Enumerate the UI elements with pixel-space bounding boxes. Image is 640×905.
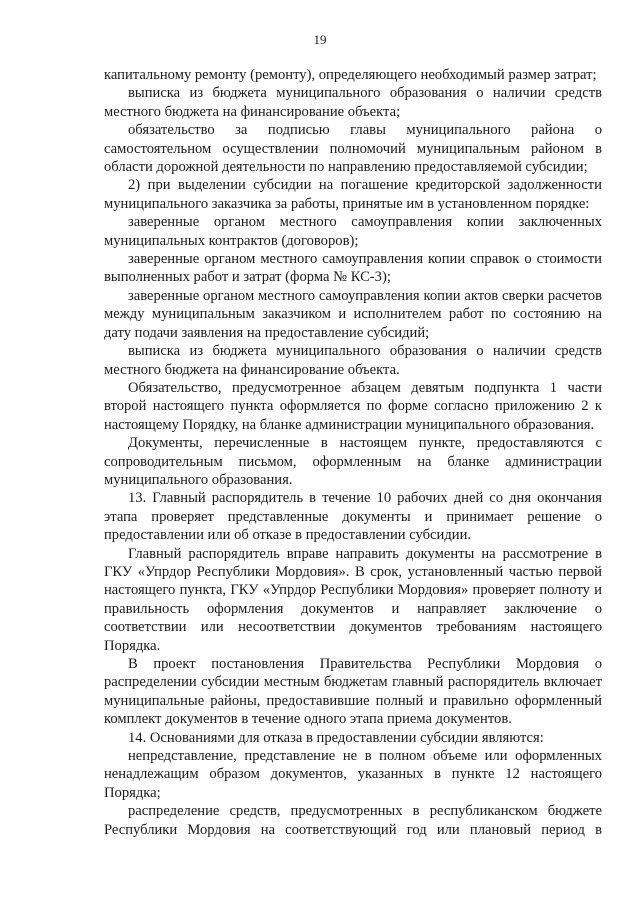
paragraph: заверенные органом местного самоуправления копии справок о стоимости выполненных работ и затрат (форма № КС-3);: [104, 251, 602, 286]
paragraph: 14. Основаниями для отказа в предоставлении субсидии являются:: [128, 729, 544, 746]
page-number: 19: [313, 32, 327, 47]
paragraph: В проект постановления Правительства Республики Мордовия о распределении субсидии местным бюджетам главный распорядитель включает муниципальные районы, предоставившие полный и правильно оформленный комплект документов в течение одного этапа приема документов.: [104, 656, 602, 728]
paragraph: Документы, перечисленные в настоящем пункте, предоставляются с сопроводительным письмом, оформленным на бланке администрации муниципального образования.: [104, 435, 602, 488]
paragraph: Обязательство, предусмотренное абзацем девятым подпункта 1 части второй настоящего пункта оформляется по форме согласно приложению 2 к настоящему Порядку, на бланке администрации муниципального образования.: [104, 379, 602, 433]
document-body: [104, 66, 602, 839]
paragraph: непредставление, представление не в полном объеме или оформленных ненадлежащим образом документов, указанных в пункте 12 настоящего Порядка;: [104, 748, 602, 801]
paragraph: 13. Главный распорядитель в течение 10 рабочих дней со дня окончания этапа проверяет представленные документы и принимает решение о предоставлении или об отказе в предоставлении субсидии.: [104, 490, 602, 544]
paragraph: заверенные органом местного самоуправления копии актов сверки расчетов между муниципальным заказчиком и исполнителем работ по состоянию на дату подачи заявления на предоставление субсидий;: [104, 287, 602, 341]
paragraph: Главный распорядитель вправе направить документы на рассмотрение в ГКУ «Упрдор Республики Мордовия». В срок, установленный частью первой настоящего пункта, ГКУ «Упрдор Республики Мордовия» проверяет полноту и правильность оформления документов и направляет заключение о соответствии или несоответствии документов требованиям настоящего Порядка.: [104, 545, 602, 654]
paragraph: выписка из бюджета муниципального образования о наличии средств местного бюджета на финансирование объекта.: [104, 343, 602, 378]
paragraph: распределение средств, предусмотренных в республиканском бюджете Республики Мордовия на соответствующий год или плановый период в: [104, 803, 602, 838]
paragraph: капитальному ремонту (ремонту), определяющего необходимый размер затрат;: [104, 67, 597, 83]
paragraph: обязательство за подписью главы муниципального района о самостоятельном осуществлении полномочий муниципальным районом в области дорожной деятельности по направлению предоставляемой субсидии;: [104, 122, 602, 176]
paragraph: 2) при выделении субсидии на погашение кредиторской задолженности муниципального заказчика за работы, принятые им в установленном порядке:: [104, 177, 602, 212]
paragraph: заверенные органом местного самоуправления копии заключенных муниципальных контрактов (договоров);: [104, 214, 602, 249]
paragraph: выписка из бюджета муниципального образования о наличии средств местного бюджета на финансирование объекта;: [104, 85, 602, 120]
